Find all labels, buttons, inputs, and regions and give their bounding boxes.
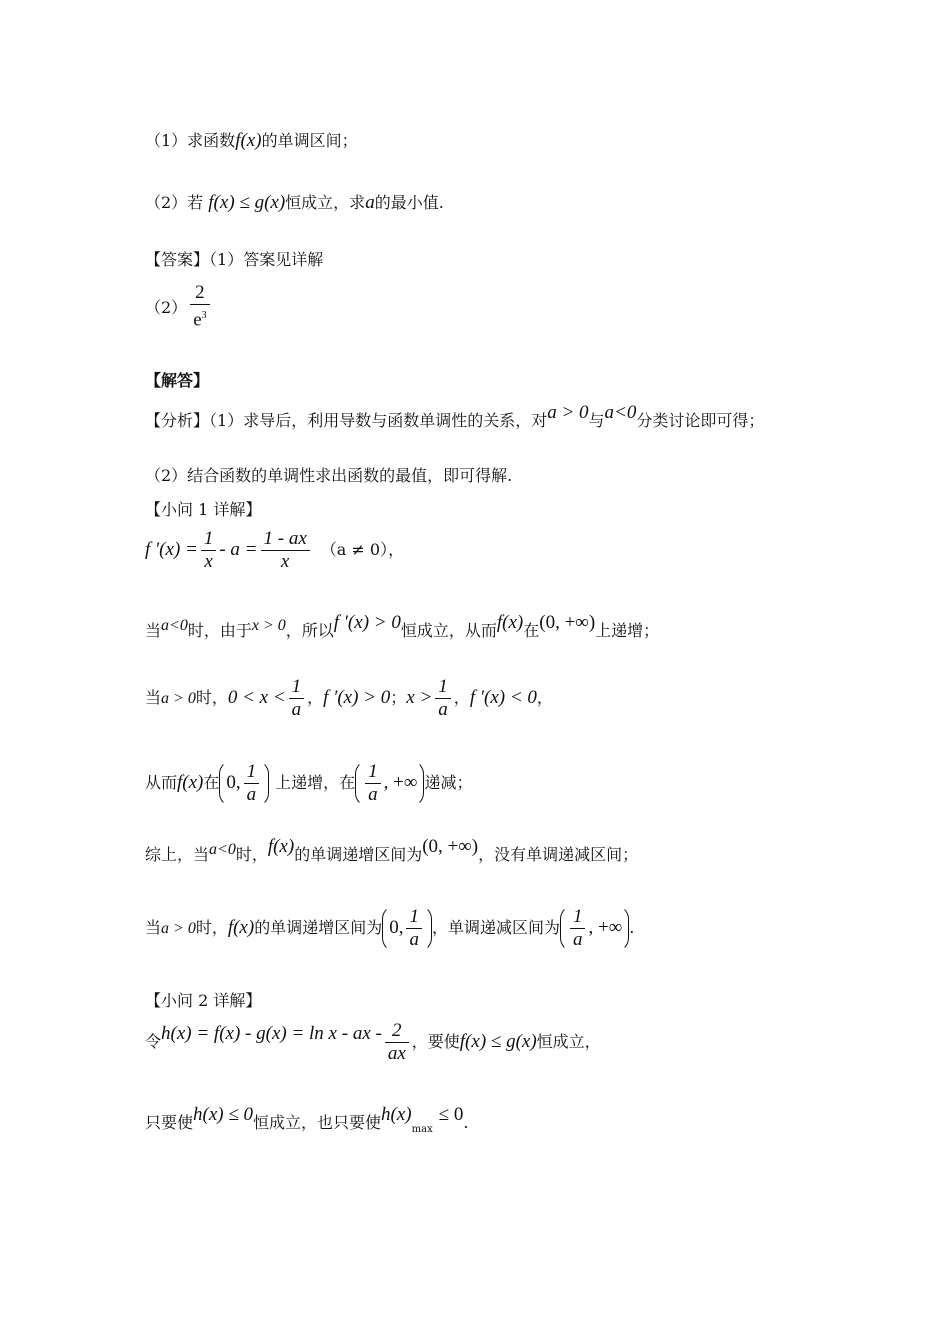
q2-a: a — [365, 192, 375, 213]
sub2-line1-t1: 令 — [145, 1032, 162, 1051]
case2b-i2-right: , +∞ — [383, 771, 418, 793]
case2-t2: 时， — [195, 688, 228, 707]
frac-2-den: ax — [385, 1042, 409, 1065]
summary2-frac2-den: a — [570, 928, 586, 951]
summary2-frac2 — [570, 906, 586, 951]
summary2-line — [145, 905, 634, 952]
summary1-interval: (0, +∞) — [422, 836, 479, 857]
case2-t1: 当 — [145, 688, 162, 707]
summary2-fx: f(x) — [227, 917, 255, 938]
hmax-subscript: max — [411, 1124, 433, 1136]
case2b-frac2-num: 1 — [368, 761, 378, 782]
summary2-t1: 当 — [145, 918, 162, 937]
summary1-t4: ，没有单调递减区间； — [478, 845, 639, 864]
case2b-i1-left: 0, — [226, 771, 241, 793]
case1-fx: f(x) — [496, 612, 524, 633]
frac-1-den: x — [201, 550, 217, 573]
q2-mid: 恒成立，求 — [285, 193, 366, 212]
case1-t4: 恒成立，从而 — [400, 621, 497, 640]
answer-fraction — [190, 282, 209, 331]
summary2-t2: 时， — [195, 918, 228, 937]
case1-line — [145, 612, 660, 642]
summary2-i1-left: 0, — [389, 916, 404, 938]
summary1-cond: a<0 — [209, 841, 236, 858]
frac-2-den: x — [261, 550, 310, 573]
analysis-cond2: a<0 — [604, 402, 637, 423]
case2b-t1: 从而 — [145, 773, 178, 792]
summary1-t2: 时， — [235, 845, 268, 864]
frac-1-num: 1 — [203, 528, 214, 549]
case2-cond: a > 0 — [161, 690, 196, 707]
answer-part1: （1）答案见详解 — [209, 250, 324, 269]
summary2-frac1-num: 1 — [409, 906, 419, 927]
case2b-frac1-den: a — [244, 783, 260, 806]
case2-frac1 — [289, 676, 305, 721]
case2-frac1-num: 1 — [291, 676, 302, 697]
frac-1-over-x — [201, 528, 217, 573]
case2-fprime1: f ′(x) > 0 — [323, 687, 391, 708]
case2b-fx: f(x) — [177, 772, 204, 793]
case2-frac2-num: 1 — [438, 676, 448, 697]
answer-label: 【答案】 — [145, 250, 210, 269]
sub2-heading: 【小问 2 详解】 — [145, 991, 262, 1010]
h-definition: h(x) = f(x) - g(x) = ln x - ax - — [161, 1023, 382, 1044]
case2-interval1: 0 < x < — [227, 687, 286, 708]
case1-x-positive: x > 0 — [251, 617, 286, 634]
answer-numerator: 2 — [195, 282, 205, 303]
q1-rest: 的单调区间； — [261, 131, 358, 150]
q2-inequality: f(x) ≤ g(x) — [208, 192, 286, 213]
summary1-t3: 的单调递增区间为 — [294, 845, 423, 864]
case2-t3: ， — [307, 688, 324, 707]
case2b-frac2 — [365, 761, 381, 806]
case2-t6: ， — [536, 688, 553, 707]
frac-1-ax-over-x — [261, 528, 310, 573]
summary2-i2-right: , +∞ — [588, 916, 623, 938]
frac-2-num: 1 - ax — [263, 528, 307, 549]
sub2-line1-t3: 恒成立， — [536, 1032, 601, 1051]
analysis-text3: （2）结合函数的单调性求出函数的最值，即可得解. — [145, 466, 513, 485]
sub2-line2 — [145, 1104, 469, 1136]
solution-heading: 【解答】 — [145, 371, 210, 390]
analysis-text1: （1）求导后，利用导数与函数单调性的关系，对 — [209, 411, 548, 430]
q2-number: （2）若 — [145, 193, 204, 212]
sub2-line2-t3: . — [463, 1113, 469, 1132]
answer-part2 — [145, 282, 213, 331]
sub2-label — [145, 988, 261, 1011]
case2b-line — [145, 760, 472, 807]
analysis-with: 与 — [588, 411, 605, 430]
case2b-frac2-den: a — [365, 783, 381, 806]
case2b-t2: 在 — [203, 773, 220, 792]
case1-t2: 时，由于 — [187, 621, 252, 640]
case1-t3: ，所以 — [285, 621, 334, 640]
case2-t5: ， — [453, 688, 470, 707]
answer-line — [145, 247, 323, 270]
sub1-label — [145, 497, 261, 520]
frac-2-over-ax — [385, 1020, 409, 1065]
summary2-t3: 的单调递增区间为 — [254, 918, 383, 937]
summary2-cond: a > 0 — [161, 920, 196, 937]
q1-fx: f(x) — [235, 130, 262, 151]
case1-fprime: f ′(x) > 0 — [333, 612, 401, 633]
analysis-text2: 分类讨论即可得； — [636, 411, 765, 430]
derivative-minus-a: - a = — [219, 539, 258, 560]
hmax: h(x) — [381, 1104, 412, 1125]
summary2-interval-increasing — [382, 905, 432, 952]
case2-line — [145, 676, 553, 721]
sub1-heading: 【小问 1 详解】 — [145, 500, 262, 519]
summary1-fx: f(x) — [267, 836, 295, 857]
q2-line — [145, 190, 444, 214]
answer-den-base: e — [193, 309, 202, 331]
case2-frac2 — [435, 676, 451, 721]
case1-t6: 上递增； — [595, 621, 660, 640]
q1-line — [145, 128, 358, 152]
case2b-interval-increasing — [219, 760, 269, 807]
case1-cond: a<0 — [161, 617, 188, 634]
case2-frac2-den: a — [435, 698, 451, 721]
summary1-t1: 综上，当 — [145, 845, 210, 864]
solution-label — [145, 368, 209, 391]
analysis-cond1: a > 0 — [547, 402, 589, 423]
case2-fprime2: f ′(x) < 0 — [469, 687, 537, 708]
answer-den-exp: 3 — [201, 310, 207, 321]
analysis-line2 — [145, 463, 512, 486]
case2-t4: ； — [390, 688, 407, 707]
frac-2-num: 2 — [392, 1020, 402, 1041]
q2-rest: 的最小值. — [374, 193, 444, 212]
sub2-line1 — [145, 1020, 601, 1065]
analysis-line1 — [145, 402, 765, 432]
summary2-frac1-den: a — [406, 928, 422, 951]
case2b-t4: 递减； — [424, 773, 473, 792]
sub2-line2-t1: 只要使 — [145, 1113, 194, 1132]
case1-t5: 在 — [523, 621, 540, 640]
hmax-le-zero: ≤ 0 — [438, 1104, 464, 1125]
summary2-t5: . — [629, 918, 635, 937]
summary1-line — [145, 836, 639, 866]
derivative-condition: （a ≠ 0）， — [320, 540, 405, 559]
answer-part2-number: （2） — [145, 298, 188, 318]
summary2-interval-decreasing — [560, 905, 629, 952]
summary2-t4: ，单调递减区间为 — [431, 918, 560, 937]
sub2-line1-t2: ，要使 — [411, 1032, 460, 1051]
analysis-label: 【分析】 — [145, 411, 210, 430]
sub2-line1-ineq: f(x) ≤ g(x) — [459, 1031, 537, 1052]
case2b-interval-decreasing — [355, 760, 424, 807]
case2b-t3: 上递增，在 — [275, 773, 356, 792]
derivative-lhs: f ′(x) = — [145, 539, 198, 560]
case2-frac1-den: a — [289, 698, 305, 721]
q1-number: （1）求函数 — [145, 131, 236, 150]
answer-denominator — [190, 304, 209, 331]
case2b-frac1-num: 1 — [246, 761, 257, 782]
case2-interval2: x > — [406, 687, 433, 708]
sub2-line2-t2: 恒成立，也只要使 — [253, 1113, 382, 1132]
case2b-frac1 — [244, 761, 260, 806]
summary2-frac2-num: 1 — [572, 906, 583, 927]
derivative-line — [145, 528, 404, 573]
sub2-line2-ineq: h(x) ≤ 0 — [193, 1104, 254, 1125]
case1-interval: (0, +∞) — [539, 612, 596, 633]
summary2-frac1 — [406, 906, 422, 951]
case1-t1: 当 — [145, 621, 162, 640]
